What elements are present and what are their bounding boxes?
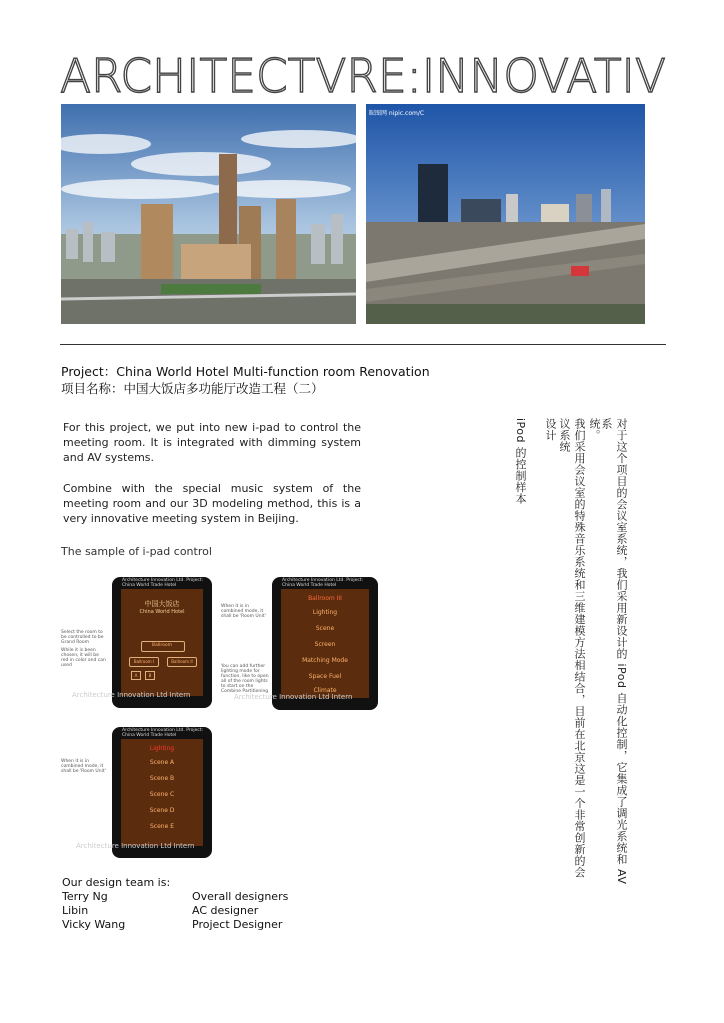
sample-label: The sample of i-pad control (61, 545, 212, 558)
team-heading: Our design team is: (62, 876, 171, 889)
ipad-menu-item: Scene C (149, 791, 175, 798)
svg-text:ARCHITECTVRE:INNOVATIV: ARCHITECTVRE:INNOVATIV (60, 52, 666, 98)
chinese-text-column: 对于这个项目的会议室系统，我们采用新设计的 iPod 自动化控制，它集成了调光系统和 AV 系 (600, 418, 628, 885)
ipad-menu-item: Scene A (149, 759, 175, 766)
watermark: Architecture Innovation Ltd Intern (234, 693, 353, 701)
team-member-role: AC designer (192, 904, 259, 917)
aerial-city-photo (61, 104, 356, 324)
ipad-button: Ballroom (152, 643, 172, 648)
annotation-note: When it is in combined mode, it shall be 'Room Unit' (61, 759, 106, 774)
ipad-menu-item: Ballroom III (308, 595, 342, 602)
team-member-name: Terry Ng (62, 890, 108, 903)
ipad-screenshot-2 (272, 577, 378, 710)
ipad-screen (281, 589, 369, 698)
divider (60, 344, 666, 345)
team-member-name: Libin (62, 904, 89, 917)
page-title-logo (60, 52, 670, 98)
ipad-screen (121, 589, 203, 696)
description-paragraph-1: For this project, we put into new i-pad to control the meeting room. It is integrated with dimming system and AV systems. (63, 421, 361, 464)
annotation-note: When it is in combined mode, it shall be 'Room Unit' (221, 604, 266, 619)
chinese-text-column: 统。 (588, 418, 601, 441)
ipad-subtitle: China World Hotel (139, 609, 185, 615)
chinese-text-column: 我们采用会议室的特殊音乐系统和三维建模方法相结合，目前在北京这是一个非常创新的会议系统 (558, 418, 586, 878)
ipad-menu-item: Scene (315, 625, 335, 632)
ipad-menu-item: Screen (314, 641, 336, 648)
overpass-city-photo (366, 104, 645, 324)
ipad-menu-item: Lighting (149, 745, 175, 752)
ipad-menu-item: Matching Mode (302, 657, 348, 664)
ipad-menu-item: Scene B (149, 775, 175, 782)
project-title-cn: 项目名称：中国大饭店多功能厅改造工程（二） (61, 381, 324, 396)
team-member-role: Project Designer (192, 918, 283, 931)
annotation-note: You can add further lighting mode for function, like to open all of the room lights to start on the Combine Partitioning (221, 664, 269, 694)
team-member-name: Vicky Wang (62, 918, 126, 931)
watermark: Architecture Innovation Ltd Intern (72, 691, 191, 699)
description-paragraph-2: Combine with the special music system of the meeting room and our 3D modeling method, this is a very innovative meeting system in Beijing. (63, 482, 361, 525)
ipad-menu-item: Lighting (312, 609, 338, 616)
ipad-button: Ballroom I (129, 657, 159, 667)
ipad-small-button: A (131, 671, 141, 680)
chinese-text-column: iPod 的控制样本 (514, 418, 527, 505)
ipad-screen (121, 739, 203, 846)
annotation-note: Select the room to be controlled to be Grand Room (61, 630, 104, 645)
photo-watermark: 昵图网 nipic.com/C (369, 110, 425, 117)
project-title-en: Project：China World Hotel Multi-function room Renovation (61, 364, 430, 379)
ipad-header: Architecture Innovation Ltd. Project: China World Trade Hotel (282, 578, 364, 588)
ipad-header: Architecture Innovation Ltd. Project: China World Trade Hotel (122, 578, 204, 588)
ipad-screenshot-1 (112, 577, 212, 708)
ipad-screenshot-3 (112, 727, 212, 858)
ipad-header: Architecture Innovation Ltd. Project: China World Trade Hotel (122, 728, 204, 738)
ipad-menu-item: Climate (313, 687, 337, 694)
chinese-text-column: 设计 (544, 418, 557, 441)
annotation-note: While it is been chosen, it will be red in color and can used (61, 648, 106, 668)
ipad-small-button: B (145, 671, 155, 680)
ipad-logo: 中国大饭店 (144, 600, 180, 608)
team-member-role: Overall designers (192, 890, 289, 903)
ipad-menu-item: Scene D (149, 807, 175, 814)
ipad-menu-item: Scene E (150, 823, 174, 830)
watermark: Architecture Innovation Ltd Intern (76, 842, 195, 850)
ipad-menu-item: Space Fuel (308, 673, 342, 680)
ipad-button: Ballroom II (167, 657, 197, 667)
